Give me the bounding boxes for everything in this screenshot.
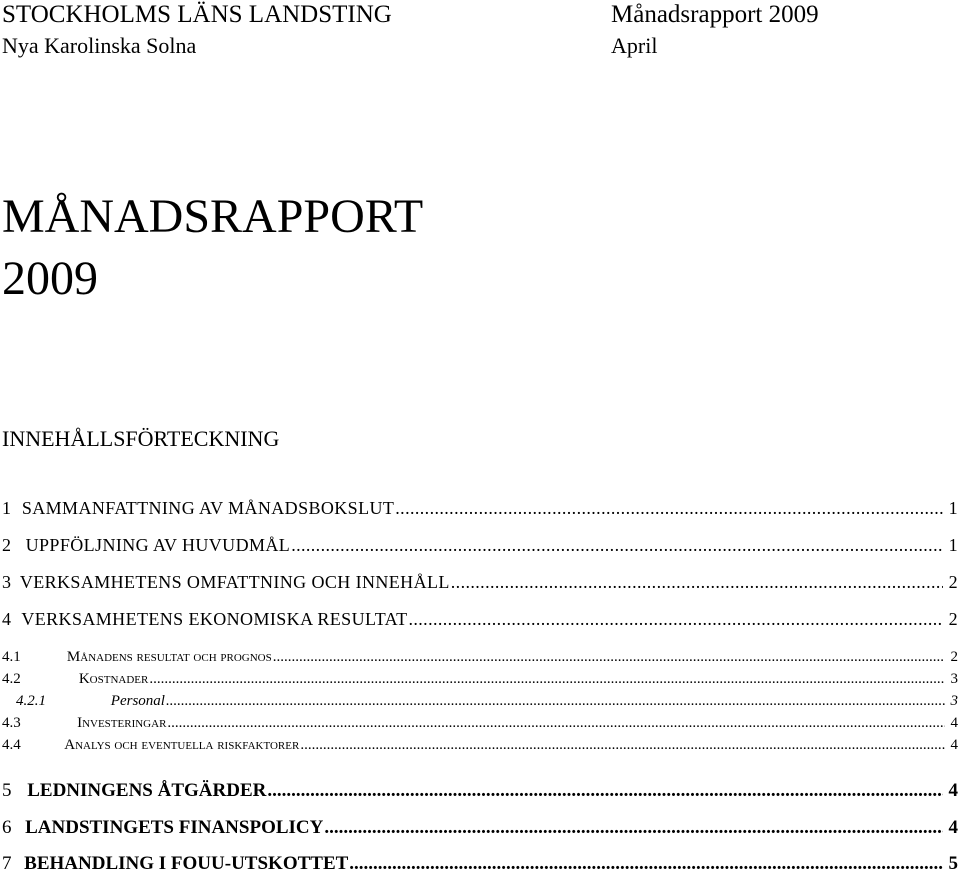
title-line-2: 2009 — [2, 252, 98, 305]
toc-entry-page: 3 — [950, 671, 958, 687]
toc-entry-number: 3 — [2, 572, 12, 592]
toc-entry-page: 4 — [950, 715, 958, 731]
toc-leader-dots — [149, 670, 944, 688]
organization-name: STOCKHOLMS LÄNS LANDSTING — [2, 1, 392, 28]
toc-heading: INNEHÅLLSFÖRTECKNING — [2, 426, 280, 451]
toc-entry-4-2-1[interactable] — [2, 692, 958, 710]
toc-entry-page: 4 — [950, 737, 958, 753]
toc-entry-page: 2 — [948, 572, 958, 592]
toc-leader-dots — [451, 571, 943, 593]
toc-entry-1[interactable] — [2, 497, 958, 519]
toc-entry-number: 4.2 — [2, 671, 21, 687]
toc-entry-4-3[interactable] — [2, 714, 958, 732]
toc-entry-page: 4 — [948, 780, 958, 801]
toc-leader-dots — [291, 534, 942, 556]
toc-entry-page: 4 — [948, 817, 958, 838]
toc-entry-label: LANDSTINGETS FINANSPOLICY — [25, 817, 324, 838]
toc-entry-page: 3 — [950, 693, 958, 709]
toc-entry-number: 4.2.1 — [16, 693, 46, 709]
toc-entry-label: SAMMANFATTNING AV MÅNADSBOKSLUT — [21, 498, 395, 518]
toc-entry-4[interactable] — [2, 608, 958, 630]
toc-entry-number: 6 — [2, 817, 12, 838]
toc-entry-label: VERKSAMHETENS OMFATTNING OCH INNEHÅLL — [19, 572, 450, 592]
toc-entry-6[interactable] — [2, 816, 958, 840]
toc-entry-number: 4.4 — [2, 737, 21, 753]
toc-entry-page: 1 — [948, 535, 958, 555]
toc-entry-label: Investeringar — [77, 715, 167, 731]
toc-leader-dots — [349, 852, 942, 876]
toc-entry-number: 7 — [2, 853, 12, 874]
toc-entry-number: 2 — [2, 535, 12, 555]
toc-entry-label: BEHANDLING I FOUU-UTSKOTTET — [24, 853, 349, 874]
report-label: Månadsrapport 2009 — [611, 1, 819, 28]
toc-entry-4-2[interactable] — [2, 670, 958, 688]
toc-entry-page: 2 — [948, 609, 958, 629]
toc-leader-dots — [273, 648, 945, 666]
toc-leader-dots — [166, 692, 945, 710]
toc-entry-5[interactable] — [2, 779, 958, 803]
toc-entry-number: 4.1 — [2, 649, 21, 665]
toc-entry-label: Analys och eventuella riskfaktorer — [64, 737, 300, 753]
toc-entry-label: LEDNINGENS ÅTGÄRDER — [27, 780, 267, 801]
toc-entry-number: 1 — [2, 498, 12, 518]
toc-entry-2[interactable] — [2, 534, 958, 556]
toc-leader-dots — [324, 816, 942, 840]
toc-entry-label: Personal — [110, 693, 165, 709]
toc-entry-page: 2 — [950, 649, 958, 665]
toc-entry-label: Kostnader — [78, 671, 149, 687]
toc-entry-label: VERKSAMHETENS EKONOMISKA RESULTAT — [21, 609, 408, 629]
toc-leader-dots — [408, 608, 942, 630]
toc-entry-4-1[interactable] — [2, 648, 958, 666]
unit-name: Nya Karolinska Solna — [2, 33, 197, 58]
report-month: April — [611, 33, 658, 58]
toc-leader-dots — [267, 779, 942, 803]
toc-leader-dots — [395, 497, 942, 519]
toc-entry-number: 4.3 — [2, 715, 21, 731]
toc-leader-dots — [300, 736, 944, 754]
toc-entry-7[interactable] — [2, 852, 958, 876]
toc-entry-page: 1 — [948, 498, 958, 518]
toc-entry-4-4[interactable] — [2, 736, 958, 754]
toc-leader-dots — [167, 714, 944, 732]
toc-entry-number: 4 — [2, 609, 12, 629]
toc-entry-3[interactable] — [2, 571, 958, 593]
toc-entry-number: 5 — [2, 780, 12, 801]
toc-entry-label: UPPFÖLJNING AV HUVUDMÅL — [25, 535, 291, 555]
toc-entry-label: Månadens resultat och prognos — [66, 649, 272, 665]
title-line-1: MÅNADSRAPPORT — [2, 190, 424, 243]
toc-entry-page: 5 — [948, 853, 958, 874]
